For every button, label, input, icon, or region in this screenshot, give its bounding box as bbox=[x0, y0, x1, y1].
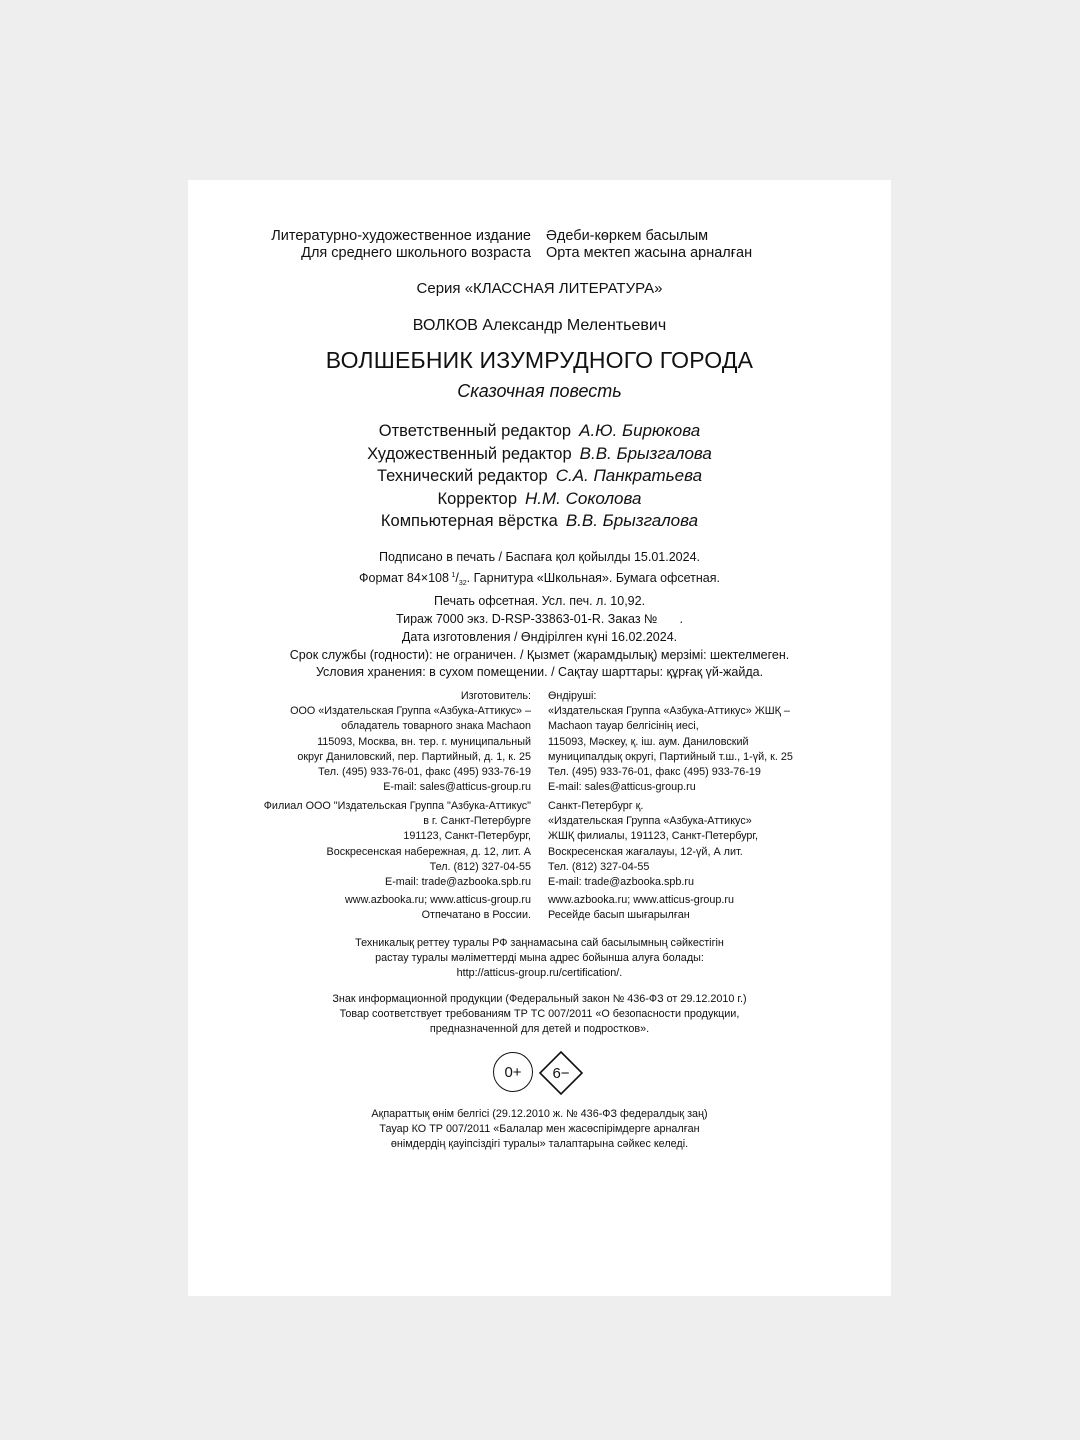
branch-line: «Издательская Группа «Азбука-Аттикус» bbox=[548, 815, 752, 828]
branch-line: ЖШҚ филиалы, 191123, Санкт-Петербург, bbox=[548, 830, 759, 843]
manufacturer-line: округ Даниловский, пер. Партийный, д. 1, к. 25 bbox=[297, 750, 531, 763]
storage-line: Условия хранения: в сухом помещении. / Сақтау шарттары: құрғақ үй-жайда. bbox=[315, 665, 764, 680]
credit-name: С.А. Панкратьева bbox=[555, 466, 703, 485]
manufacture-date-line: Дата изготовления / Өндірілген күні 16.02.2024. bbox=[401, 629, 678, 644]
tech-line: Техникалық реттеу туралы РФ заңнамасына сай басылымның сәйкестігін bbox=[355, 937, 724, 949]
manufacturer-line: Өндіруші: bbox=[548, 690, 597, 702]
run-line bbox=[188, 611, 891, 629]
manufacturer-line: «Издательская Группа «Азбука-Аттикус» ЖШҚ – bbox=[548, 705, 790, 718]
kz-info-line: Ақпараттық өнім белгісі (29.12.2010 ж. № 436-ФЗ федералдық заң) bbox=[371, 1108, 708, 1120]
branch-line: в г. Санкт-Петербурге bbox=[423, 815, 531, 828]
law-line: предназначенной для детей и подростков». bbox=[429, 1023, 650, 1036]
branch-line: Санкт-Петербург қ. bbox=[548, 800, 644, 812]
manufacturer-kz bbox=[548, 689, 891, 795]
shelf-life-line: Срок службы (годности): не ограничен. / Қызмет (жарамдылық) мерзімі: шектелмеген. bbox=[289, 647, 790, 662]
manufacturer-line: ООО «Издательская Группа «Азбука-Аттикус» – bbox=[290, 705, 531, 718]
age-rating-diamond-label: 6− bbox=[552, 1064, 570, 1082]
website-links: www.azbooka.ru; www.atticus-group.ru bbox=[548, 894, 735, 906]
law-line: Знак информационной продукции (Федеральный закон № 436-ФЗ от 29.12.2010 г.) bbox=[332, 993, 747, 1005]
branch-line: Филиал ООО "Издательская Группа "Азбука-Аттикус" bbox=[263, 800, 531, 812]
credit-role: Корректор bbox=[437, 489, 517, 508]
branch-line: 191123, Санкт-Петербург, bbox=[403, 830, 531, 843]
format-suffix: . Гарнитура «Школьная». Бумага офсетная. bbox=[466, 570, 720, 585]
kz-info-line: өнімдердің қауіпсіздігі туралы» талаптарына сәйкес келеді. bbox=[390, 1138, 689, 1151]
kz-info bbox=[188, 1107, 891, 1153]
credit-role: Ответственный редактор bbox=[378, 422, 572, 440]
manufacturer-line: 115093, Мәскеу, қ. іш. аум. Даниловский bbox=[548, 735, 749, 748]
series-line: Серия «КЛАССНАЯ ЛИТЕРАТУРА» bbox=[416, 280, 663, 297]
edition-type-kz: Әдеби-көркем басылым bbox=[546, 228, 709, 244]
kz-info-line: Тауар КО ТР 007/2011 «Балалар мен жасөспірімдерге арналған bbox=[379, 1123, 700, 1136]
format-numerator: 1 bbox=[451, 571, 456, 579]
format-line: Формат 84×108 $^1/_{32}$. Гарнитура «Школьная». Бумага офсетная. bbox=[359, 570, 720, 587]
manufacturer-line: обладатель товарного знака Machaon bbox=[341, 720, 531, 733]
credit-name: А.Ю. Бирюкова bbox=[579, 421, 701, 440]
manufacturer-line: E-mail: sales@atticus-group.ru bbox=[548, 781, 696, 794]
website-links: www.azbooka.ru; www.atticus-group.ru bbox=[344, 894, 531, 906]
edition-type-ru: Литературно-художественное издание bbox=[271, 228, 531, 244]
book-subtitle: Сказочная повесть bbox=[457, 381, 622, 401]
branch-line: E-mail: trade@azbooka.spb.ru bbox=[385, 876, 531, 889]
branch-ru bbox=[188, 799, 531, 890]
manufacturer-ru bbox=[188, 689, 531, 795]
web-ru bbox=[188, 893, 531, 923]
format-prefix: Формат 84×108 bbox=[359, 570, 449, 585]
credit-line bbox=[188, 510, 891, 533]
book-title: ВОЛШЕБНИК ИЗУМРУДНОГО ГОРОДА bbox=[325, 347, 754, 373]
branch-line: Тел. (812) 327-04-55 bbox=[429, 860, 531, 873]
law-info bbox=[188, 992, 891, 1038]
credit-name: В.В. Брызгалова bbox=[565, 511, 699, 530]
author-name: ВОЛКОВ Александр Мелентьевич bbox=[412, 317, 667, 334]
credit-role: Технический редактор bbox=[376, 467, 548, 485]
age-group-kz: Орта мектеп жасына арналған bbox=[546, 245, 753, 261]
credit-role: Компьютерная вёрстка bbox=[380, 512, 558, 530]
printed-in: Ресейде басып шығарылған bbox=[548, 909, 690, 922]
age-group-ru: Для среднего школьного возраста bbox=[301, 245, 531, 261]
signed-line: Подписано в печать / Баспаға қол қойылды 15.01.2024. bbox=[379, 550, 700, 564]
credit-name: В.В. Брызгалова bbox=[579, 443, 712, 463]
branch-line: Воскресенская набережная, д. 12, лит. А bbox=[326, 845, 531, 858]
credits-list bbox=[188, 420, 891, 533]
branch-line: E-mail: trade@azbooka.spb.ru bbox=[548, 876, 694, 889]
age-rating-badge-diamond bbox=[538, 1050, 584, 1096]
manufacturer-line: 115093, Москва, вн. тер. г. муниципальный bbox=[317, 735, 531, 748]
manufacturer-line: Machaon тауар белгісінің иесі, bbox=[548, 720, 699, 733]
publication-details bbox=[188, 549, 891, 682]
credit-role: Художественный редактор bbox=[367, 444, 572, 463]
printed-in: Отпечатано в России. bbox=[421, 909, 531, 922]
print-line: Печать офсетная. Усл. печ. л. 10,92. bbox=[433, 593, 646, 608]
tech-line: растау туралы мәліметтерді мына адрес бойынша алуға болады: bbox=[375, 952, 704, 965]
manufacturer-line: Изготовитель: bbox=[460, 690, 531, 702]
branch-kz bbox=[548, 799, 891, 890]
age-rating-badge-circle bbox=[493, 1052, 533, 1092]
age-rating-circle-label: 0+ bbox=[504, 1063, 522, 1081]
manufacturer-line: муниципалдық округі, Партийный т.ш., 1-үй, к. 25 bbox=[548, 750, 793, 763]
run-text: Тираж 7000 экз. D-RSP-33863-01-R. Заказ № bbox=[396, 611, 658, 626]
credit-line bbox=[188, 420, 891, 443]
law-line: Товар соответствует требованиям ТР ТС 007/2011 «О безопасности продукции, bbox=[339, 1008, 740, 1021]
tech-regulation bbox=[188, 936, 891, 982]
credit-line bbox=[188, 443, 891, 466]
branch-line: Тел. (812) 327-04-55 bbox=[548, 860, 650, 873]
web-kz bbox=[548, 893, 891, 923]
manufacturer-line: Тел. (495) 933-76-01, факс (495) 933-76-19 bbox=[318, 766, 531, 779]
branch-line: Воскресенская жағалауы, 12-үй, А лит. bbox=[548, 845, 743, 858]
credit-line bbox=[188, 465, 891, 488]
certification-link: http://atticus-group.ru/certification/. bbox=[456, 967, 623, 980]
credit-name: Н.М. Соколова bbox=[525, 488, 642, 508]
run-end: . bbox=[679, 611, 683, 626]
format-denominator: 32 bbox=[458, 579, 467, 587]
imprint-page bbox=[188, 180, 891, 1296]
manufacturer-line: Тел. (495) 933-76-01, факс (495) 933-76-19 bbox=[548, 766, 761, 779]
credit-line bbox=[188, 488, 891, 511]
manufacturer-line: E-mail: sales@atticus-group.ru bbox=[383, 781, 531, 794]
